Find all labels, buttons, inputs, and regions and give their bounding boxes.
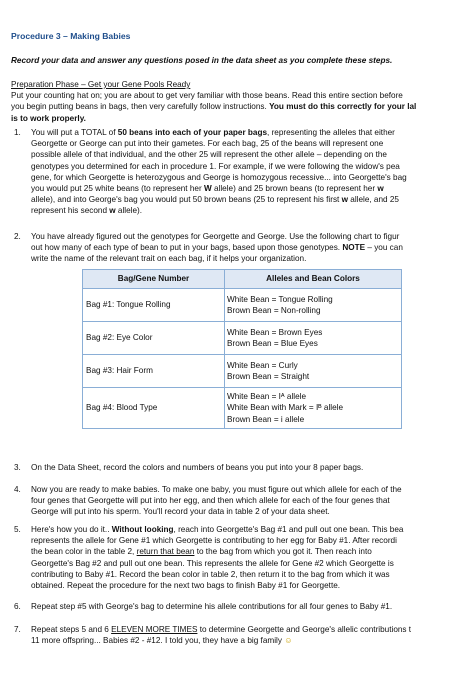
allele-cell: White Bean = Iᴬ allele White Bean with Mark = Iᴮ allele Brown Bean = i allele (225, 388, 402, 429)
step-line: Georgette or George can put into their gametes. For each bag, 25 of the beans will represent one (31, 139, 384, 149)
step-number: 5. (14, 525, 21, 534)
step-6 (14, 601, 458, 612)
step-7 (14, 624, 458, 646)
step-number: 7. (14, 625, 21, 634)
step-line: genotypes you determined for each in procedure 1. For example, if we were following the widow's pea (31, 161, 400, 171)
bag-cell: Bag #2: Eye Color (83, 322, 225, 355)
step-line: Here's how you do it.. Without looking, reach into Georgette's Bag #1 and pull out one bean. This bea (31, 525, 404, 534)
step-line: Georgette's Bag #2 and pull out one bean. This represents the allele for Gene #2 which Georgette is (31, 558, 394, 568)
table-row (83, 289, 402, 322)
step-line: allele), and into George's bag you would put 50 brown beans (25 to represent his first w allele, and 25 (31, 195, 399, 205)
intro-instruction: Record your data and answer any questions posed in the data sheet as you complete these steps. (11, 56, 393, 65)
column-header: Alleles and Bean Colors (225, 270, 402, 289)
allele-cell: White Bean = Brown Eyes Brown Bean = Blue Eyes (225, 322, 402, 355)
table-header-row (83, 270, 402, 289)
preparation-line: you begin putting beans in bags, then very carefully follow instructions. You must do this correctly for your lal (11, 102, 417, 112)
smiley-emoji: ☺ (284, 636, 293, 646)
step-line: gene, for which Georgette is heterozygous and George is homozygous recessive... into Georgette's bag (31, 172, 407, 182)
bag-cell: Bag #4: Blood Type (83, 388, 225, 429)
table-row (83, 388, 402, 429)
step-line: Repeat step #5 with George's bag to determine his allele contributions for all four genes to Baby #1. (31, 602, 393, 611)
preparation-section (11, 79, 458, 124)
step-number: 3. (14, 463, 21, 472)
step-line: write the name of the relevant trait on each bag, if it helps your organization. (31, 254, 307, 264)
step-line: the bean color in the table 2, return that bean to the bag from which you got it. Then reach into (31, 547, 372, 557)
step-5 (14, 524, 458, 591)
step-line: Now you are ready to make babies. To make one baby, you must figure out which allele for each of the (31, 485, 402, 494)
column-header: Bag/Gene Number (83, 270, 225, 289)
procedure-title: Procedure 3 – Making Babies (11, 31, 131, 41)
step-1 (14, 127, 458, 217)
step-number: 1. (14, 128, 21, 137)
step-line: You will put a TOTAL of 50 beans into each of your paper bags, representing the alleles that either (31, 128, 395, 137)
step-number: 6. (14, 602, 21, 611)
step-line: George will put into his sperm. You'll record your data in table 2 of your data sheet. (31, 507, 330, 517)
table-row (83, 322, 402, 355)
step-2 (14, 231, 458, 265)
step-line: represents the allele for Gene #1 which Georgette is contributing to her egg for Baby #1. After recordi (31, 536, 397, 546)
step-3 (14, 462, 458, 473)
allele-cell: White Bean = Tongue Rolling Brown Bean = Non-rolling (225, 289, 402, 322)
step-line: contributing to Baby #1. Record the bean color in table 2, then return it to the bag from which it was (31, 569, 390, 579)
step-number: 4. (14, 485, 21, 494)
step-line: obtained. Repeat the procedure for the next two bags to finish Baby #1 for Georgette. (31, 581, 341, 591)
preparation-heading: Preparation Phase – Get your Gene Pools Ready (11, 80, 191, 89)
step-line: out how many of each type of bean to put in your bags, based upon those genotypes. NOTE – you can (31, 243, 403, 253)
preparation-line (11, 113, 458, 124)
allele-cell: White Bean = Curly Brown Bean = Straight (225, 355, 402, 388)
step-line: Repeat steps 5 and 6 ELEVEN MORE TIMES to determine Georgette and George's allelic contributions t (31, 625, 412, 634)
step-4 (14, 484, 458, 518)
preparation-emphasis: is to work properly. (11, 113, 86, 123)
bag-cell: Bag #3: Hair Form (83, 355, 225, 388)
step-line: represent his second w allele). (31, 206, 143, 216)
bag-cell: Bag #1: Tongue Rolling (83, 289, 225, 322)
step-number: 2. (14, 232, 21, 241)
table-row (83, 355, 402, 388)
step-line: You have already figured out the genotypes for Georgette and George. Use the following chart to figur (31, 232, 400, 241)
step-line: four genes that Georgette will put into her egg, and then which allele for each of the four genes that (31, 496, 390, 506)
step-line: you would put 25 white beans (to represent her W allele) and 25 brown beans (to represent her w (31, 184, 384, 194)
step-line: On the Data Sheet, record the colors and numbers of beans you put into your 8 paper bags. (31, 463, 364, 472)
step-line: 11 more offspring... Babies #2 - #12. I told you, they have a big family ☺ (31, 636, 293, 646)
preparation-line: Put your counting hat on; you are about to get very familiar with those beans. Read this entire section before (11, 91, 403, 101)
preparation-emphasis: You must do this correctly for your lal (269, 102, 417, 112)
allele-bean-table (82, 269, 402, 429)
step-line: possible allele of that individual, and the other 25 will represent the other allele – depending on the (31, 150, 387, 160)
